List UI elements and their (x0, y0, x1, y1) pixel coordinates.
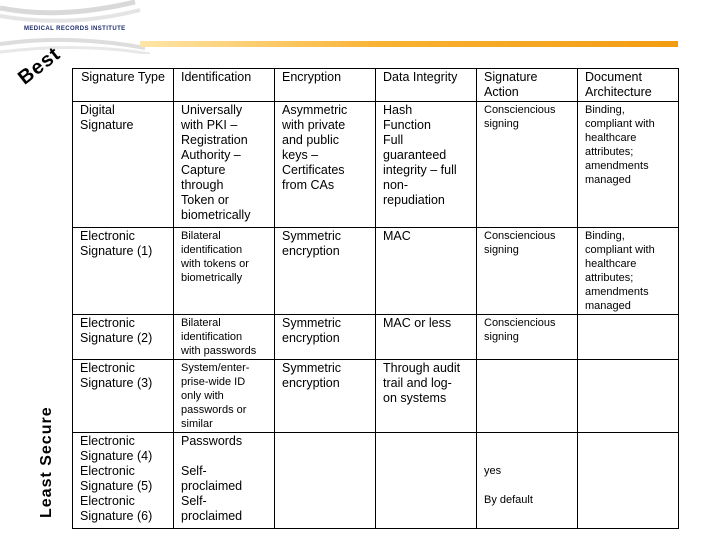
cell-line: Symmetric (282, 316, 342, 330)
cell-architecture (578, 433, 679, 529)
cell-architecture (578, 315, 679, 360)
cell-identification (174, 360, 275, 433)
cell-line: Function (383, 118, 431, 132)
cell-line: integrity – full (383, 163, 457, 177)
table-row (73, 228, 679, 315)
cell-action (477, 433, 578, 529)
cell-line: signing (484, 244, 519, 256)
cell-line: Self- (181, 494, 207, 508)
cell-line: Electronic (80, 229, 135, 243)
cell-line: compliant with (585, 118, 655, 130)
table-row (73, 360, 679, 433)
cell-identification (174, 433, 275, 529)
header-signature-action: Signature Action (477, 69, 578, 102)
cell-line: biometrically (181, 272, 243, 284)
cell-line: Electronic (80, 464, 135, 478)
cell-line: Signature (1) (80, 244, 153, 258)
best-label: Best (14, 42, 65, 90)
cell-integrity (376, 102, 477, 228)
cell-line: encryption (282, 244, 340, 258)
cell-line: managed (585, 174, 631, 186)
header-identification: Identification (174, 69, 275, 102)
cell-line: amendments (585, 286, 649, 298)
cell-line: Electronic (80, 434, 135, 448)
cell-line: Signature (3) (80, 376, 153, 390)
cell-line: MAC or less (383, 316, 452, 330)
cell-line: Registration (181, 133, 248, 147)
cell-action (477, 315, 578, 360)
header-document-architecture: Document Architecture (578, 69, 679, 102)
cell-line: with tokens or (181, 258, 249, 270)
cell-line: and public (282, 133, 339, 147)
cell-line: with PKI – (181, 118, 238, 132)
least-secure-label: Least Secure (38, 406, 55, 518)
cell-line: Through audit (383, 361, 461, 375)
cell-line: Capture (181, 163, 226, 177)
table-header-row (73, 69, 679, 102)
cell-line: Electronic (80, 494, 135, 508)
cell-line: Universally (181, 103, 243, 117)
cell-line: healthcare (585, 258, 637, 270)
cell-line: non- (383, 178, 409, 192)
cell-line: Signature (5) (80, 479, 153, 493)
cell-line: Passwords (181, 434, 243, 448)
cell-line: similar (181, 418, 213, 430)
cell-line: Bilateral (181, 317, 221, 329)
cell-line: identification (181, 331, 243, 343)
cell-line: identification (181, 244, 243, 256)
cell-encryption (275, 360, 376, 433)
header-signature-type: Signature Type (73, 69, 174, 102)
cell-line: Asymmetric (282, 103, 348, 117)
cell-line: guaranteed (383, 148, 447, 162)
cell-line: Consciencious (484, 104, 556, 116)
cell-line: managed (585, 300, 631, 312)
cell-encryption (275, 433, 376, 529)
cell-line: Signature (2) (80, 331, 153, 345)
cell-line: attributes; (585, 146, 634, 158)
logo: MEDICAL RECORDS INSTITUTE (24, 26, 126, 32)
cell-line: Binding, (585, 104, 625, 116)
cell-line: encryption (282, 331, 340, 345)
cell-type (73, 102, 174, 228)
cell-line: repudiation (383, 193, 445, 207)
cell-integrity (376, 315, 477, 360)
cell-line: System/enter- (181, 362, 250, 374)
cell-line: keys – (282, 148, 319, 162)
cell-line: Symmetric (282, 361, 342, 375)
cell-line: MAC (383, 229, 411, 243)
cell-line: Hash (383, 103, 413, 117)
table-row (73, 102, 679, 228)
cell-integrity (376, 433, 477, 529)
cell-line: Electronic (80, 361, 135, 375)
header-bar (0, 0, 720, 54)
cell-encryption (275, 228, 376, 315)
cell-architecture (578, 228, 679, 315)
cell-action (477, 102, 578, 228)
cell-line: trail and log- (383, 376, 452, 390)
cell-line: Symmetric (282, 229, 342, 243)
cell-line: Token or (181, 193, 229, 207)
cell-line: Digital (80, 103, 115, 117)
cell-line: Signature (80, 118, 134, 132)
cell-integrity (376, 360, 477, 433)
cell-type (73, 360, 174, 433)
cell-line: on systems (383, 391, 447, 405)
cell-line: signing (484, 118, 519, 130)
cell-line: Consciencious (484, 230, 556, 242)
cell-type (73, 228, 174, 315)
cell-line: Signature (6) (80, 509, 153, 523)
cell-line: through (181, 178, 224, 192)
cell-line: Binding, (585, 230, 625, 242)
orange-accent-bar (140, 41, 678, 47)
cell-identification (174, 102, 275, 228)
cell-line: Bilateral (181, 230, 221, 242)
cell-type (73, 433, 174, 529)
cell-encryption (275, 102, 376, 228)
cell-line: only with (181, 390, 224, 402)
cell-line: compliant with (585, 244, 655, 256)
cell-line: yes (484, 465, 502, 477)
cell-line: Self- (181, 464, 207, 478)
cell-line: prise-wide ID (181, 376, 246, 388)
cell-line: Electronic (80, 316, 135, 330)
cell-line: Certificates (282, 163, 345, 177)
cell-line: proclaimed (181, 509, 243, 523)
cell-line: Authority – (181, 148, 241, 162)
cell-line: from CAs (282, 178, 335, 192)
cell-identification (174, 315, 275, 360)
table-row (73, 315, 679, 360)
cell-line: amendments (585, 160, 649, 172)
cell-type (73, 315, 174, 360)
table-row (73, 433, 679, 529)
cell-line: Full (383, 133, 404, 147)
header-data-integrity: Data Integrity (376, 69, 477, 102)
cell-line: encryption (282, 376, 340, 390)
cell-line: biometrically (181, 208, 251, 222)
cell-encryption (275, 315, 376, 360)
cell-line: signing (484, 331, 519, 343)
cell-line: By default (484, 494, 533, 506)
cell-line: attributes; (585, 272, 634, 284)
cell-line: passwords or (181, 404, 247, 416)
cell-line: with passwords (181, 345, 257, 357)
header-encryption: Encryption (275, 69, 376, 102)
cell-line: Consciencious (484, 317, 556, 329)
cell-line: healthcare (585, 132, 637, 144)
cell-line: with private (282, 118, 346, 132)
signature-comparison-table (72, 68, 679, 529)
cell-action (477, 228, 578, 315)
cell-line: Signature (4) (80, 449, 153, 463)
cell-architecture (578, 102, 679, 228)
cell-action (477, 360, 578, 433)
cell-line: proclaimed (181, 479, 243, 493)
cell-architecture (578, 360, 679, 433)
cell-identification (174, 228, 275, 315)
cell-integrity (376, 228, 477, 315)
